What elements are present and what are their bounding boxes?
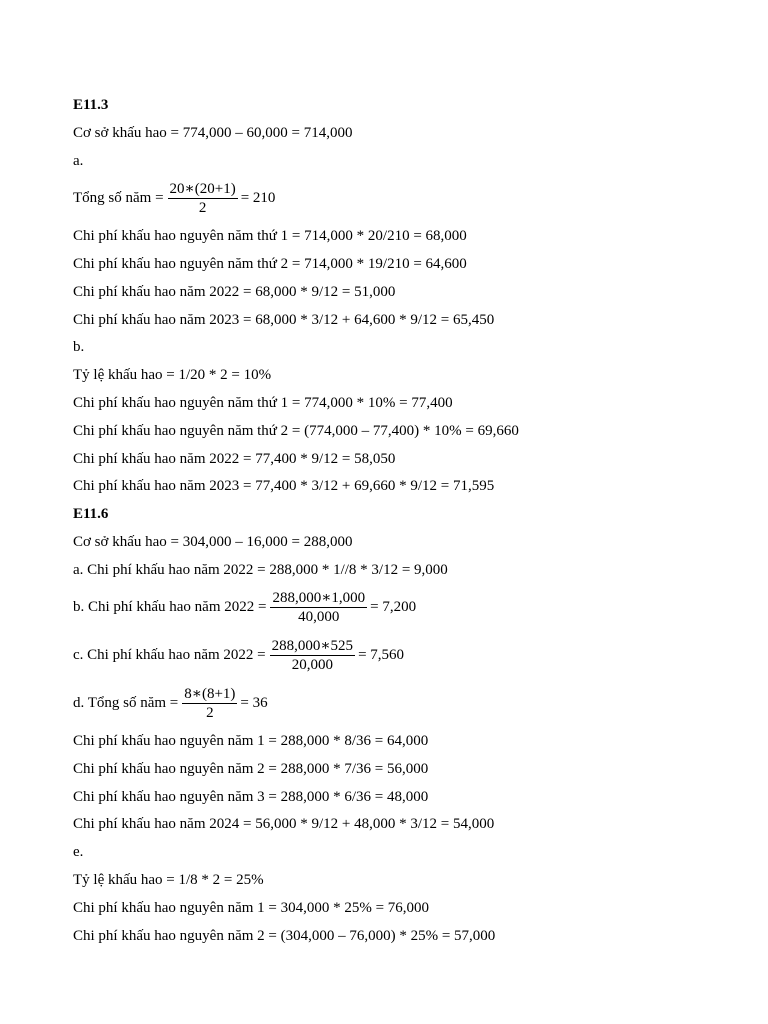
text-line: Chi phí khấu hao nguyên năm thứ 2 = (774,000 – 77,400) * 10% = 69,660 (73, 422, 519, 439)
text-line: Chi phí khấu hao năm 2022 = 68,000 * 9/12 = 51,000 (73, 283, 396, 300)
fraction (168, 181, 238, 216)
formula-prefix: d. Tổng số năm = (73, 694, 179, 711)
part-label-b: b. (73, 339, 85, 356)
formula-result: = 36 (240, 694, 268, 711)
fraction-numerator: 20∗(20+1) (169, 180, 236, 197)
text-line: Tỷ lệ khấu hao = 1/8 * 2 = 25% (73, 871, 264, 888)
fraction-numerator: 288,000∗1,000 (272, 590, 366, 607)
text-line: Chi phí khấu hao nguyên năm 2 = 288,000 * 7/36 = 56,000 (73, 760, 429, 777)
fraction-denominator: 40,000 (298, 609, 340, 626)
part-label-e: e. (73, 844, 84, 861)
formula-part-b (73, 588, 713, 628)
formula-part-d (73, 683, 713, 723)
fraction-denominator: 2 (198, 199, 207, 216)
fraction (270, 590, 367, 625)
text-line: Chi phí khấu hao năm 2023 = 68,000 * 3/12 + 64,600 * 9/12 = 65,450 (73, 311, 495, 328)
formula-result: = 7,200 (370, 599, 417, 616)
depreciation-base-line: Cơ sở khấu hao = 304,000 – 16,000 = 288,000 (73, 533, 353, 550)
formula-result: = 210 (240, 189, 276, 206)
depreciation-base-line: Cơ sở khấu hao = 774,000 – 60,000 = 714,000 (73, 124, 353, 141)
text-line: Chi phí khấu hao nguyên năm 1 = 288,000 * 8/36 = 64,000 (73, 732, 429, 749)
text-line: Chi phí khấu hao nguyên năm 1 = 304,000 * 25% = 76,000 (73, 899, 430, 916)
fraction-denominator: 20,000 (291, 656, 333, 673)
fraction-numerator: 288,000∗525 (271, 637, 354, 654)
fraction (270, 638, 355, 673)
part-label-a: a. (73, 152, 84, 169)
text-line: Chi phí khấu hao nguyên năm 2 = (304,000 – 76,000) * 25% = 57,000 (73, 927, 496, 944)
text-line: Chi phí khấu hao năm 2024 = 56,000 * 9/12 + 48,000 * 3/12 = 54,000 (73, 816, 495, 833)
formula-total-years (73, 178, 713, 218)
text-line: Chi phí khấu hao nguyên năm 3 = 288,000 * 6/36 = 48,000 (73, 788, 429, 805)
fraction-denominator: 2 (206, 704, 214, 721)
fraction-numerator: 8∗(8+1) (184, 685, 236, 702)
exercise-heading-e11-6: E11.6 (73, 506, 109, 523)
text-line: Chi phí khấu hao nguyên năm thứ 1 = 774,000 * 10% = 77,400 (73, 394, 453, 411)
text-line: Chi phí khấu hao năm 2023 = 77,400 * 3/12 + 69,660 * 9/12 = 71,595 (73, 478, 495, 495)
formula-prefix: b. Chi phí khấu hao năm 2022 = (73, 599, 267, 616)
text-line: Chi phí khấu hao nguyên năm thứ 2 = 714,000 * 19/210 = 64,600 (73, 255, 467, 272)
formula-prefix: c. Chi phí khấu hao năm 2022 = (73, 646, 266, 663)
part-a-line: a. Chi phí khấu hao năm 2022 = 288,000 * 1//8 * 3/12 = 9,000 (73, 561, 448, 578)
formula-part-c (73, 635, 713, 675)
text-line: Tỷ lệ khấu hao = 1/20 * 2 = 10% (73, 367, 272, 384)
formula-result: = 7,560 (358, 646, 405, 663)
exercise-heading-e11-3: E11.3 (73, 97, 109, 113)
formula-prefix: Tổng số năm = (73, 189, 164, 206)
fraction (182, 686, 237, 721)
document-page (73, 95, 713, 953)
text-line: Chi phí khấu hao năm 2022 = 77,400 * 9/12 = 58,050 (73, 450, 396, 467)
text-line: Chi phí khấu hao nguyên năm thứ 1 = 714,000 * 20/210 = 68,000 (73, 228, 467, 245)
